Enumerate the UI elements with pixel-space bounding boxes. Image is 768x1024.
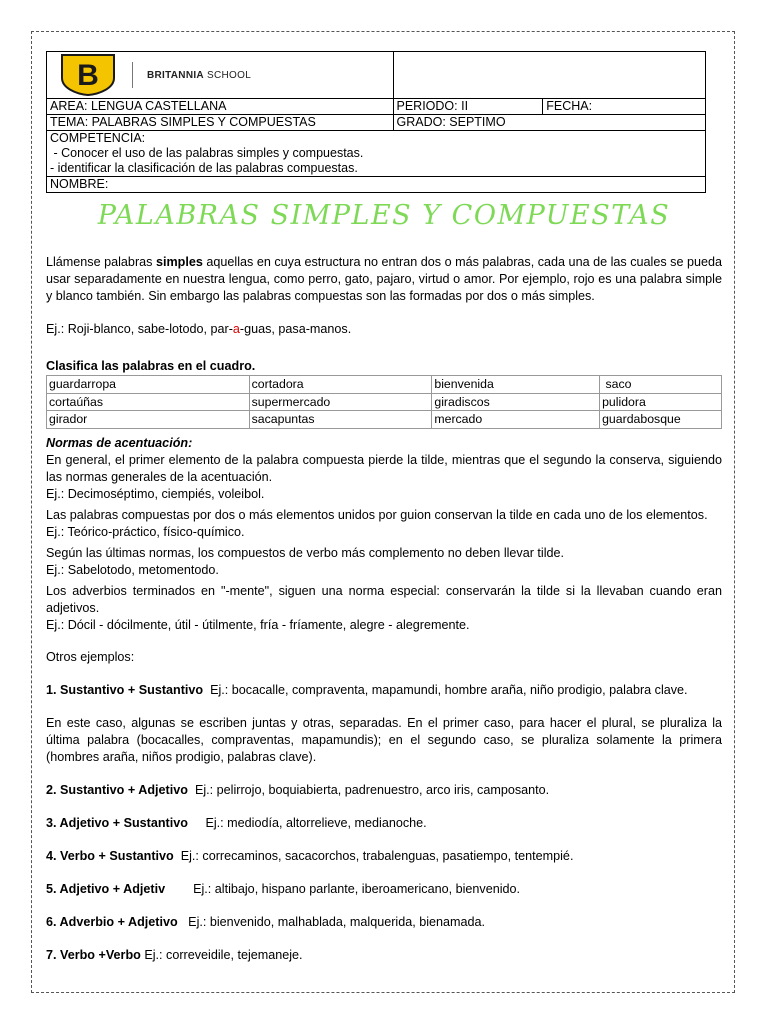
norm-example-4: Ej.: Dócil - dócilmente, útil - útilmente, fría - fríamente, alegre - alegremente.	[46, 617, 470, 632]
category-2: 2. Sustantivo + Adjetivo Ej.: pelirrojo, boquiabierta, padrenuestro, arco iris, camposanto.	[46, 782, 550, 797]
table-cell: saco	[600, 376, 722, 394]
table-row	[47, 393, 722, 411]
norm-example-1: Ej.: Decimoséptimo, ciempiés, voleibol.	[46, 486, 265, 501]
table-cell: cortadora	[249, 376, 432, 394]
norm-example-3: Ej.: Sabelotodo, metomentodo.	[46, 562, 219, 577]
table-cell: girador	[47, 411, 250, 429]
norm-text-2: Las palabras compuestas por dos o más elementos unidos por guion conservan la tilde en cada uno de los elementos.	[46, 507, 708, 522]
table-cell: bienvenida	[432, 376, 600, 394]
table-cell: giradiscos	[432, 393, 600, 411]
intro-paragraph: Llámense palabras simples aquellas en cuya estructura no entran dos o más palabras, cada una de las cuales se pueda usar separadamente en nuestra lengua, como perro, gato, pajaro, virtud o amor. Por ejemplo, rojo es una palabra simple y blanco también. Sin embargo las palabras compuestas son las formadas por dos o más simples.	[46, 255, 723, 303]
periodo-cell: PERIODO: II	[393, 99, 543, 115]
table-cell: mercado	[432, 411, 600, 429]
logo-divider	[132, 62, 133, 88]
logo-letter: B	[77, 59, 99, 92]
tema-cell: TEMA: PALABRAS SIMPLES Y COMPUESTAS	[47, 115, 394, 131]
table-cell: sacapuntas	[249, 411, 432, 429]
header-blank-cell	[393, 52, 706, 99]
classify-table	[46, 375, 722, 429]
competencia-cell	[47, 131, 706, 177]
norm-text-4: Los adverbios terminados en "-mente", siguen una norma especial: conservarán la tilde si la llevaban cuando eran adjetivos.	[46, 583, 722, 615]
school-shield-logo	[60, 54, 116, 96]
table-cell: pulidora	[600, 393, 722, 411]
table-cell: guardabosque	[600, 411, 722, 429]
intro-example: Ej.: Roji-blanco, sabe-lotodo, par-a-guas, pasa-manos.	[46, 322, 352, 336]
norm-text-1: En general, el primer elemento de la palabra compuesta pierde la tilde, mientras que el segundo la conserva, siguiendo las normas generales de la acentuación.	[46, 452, 722, 484]
page-title: PALABRAS SIMPLES Y COMPUESTAS	[97, 200, 671, 231]
content	[46, 254, 722, 964]
table-cell: cortaúñas	[47, 393, 250, 411]
competencia-label: COMPETENCIA:	[50, 131, 146, 145]
category-3: 3. Adjetivo + Sustantivo Ej.: mediodía, altorrelieve, medianoche.	[46, 815, 427, 830]
table-row	[47, 411, 722, 429]
area-cell: AREA: LENGUA CASTELLANA	[47, 99, 394, 115]
table-row	[47, 376, 722, 394]
school-name: BRITANNIA SCHOOL	[147, 69, 252, 81]
grado-cell: GRADO: SEPTIMO	[393, 115, 706, 131]
others-title: Otros ejemplos:	[46, 649, 135, 664]
norm-example-2: Ej.: Teórico-práctico, físico-químico.	[46, 524, 245, 539]
category-4: 4. Verbo + Sustantivo Ej.: correcaminos, sacacorchos, trabalenguas, pasatiempo, tentempié.	[46, 848, 574, 863]
norm-text-3: Según las últimas normas, los compuestos de verbo más complemento no deben llevar tilde.	[46, 545, 565, 560]
fecha-cell: FECHA:	[543, 99, 706, 115]
nombre-cell: NOMBRE:	[47, 177, 706, 193]
header-table	[46, 51, 706, 193]
competencia-item-1: - Conocer el uso de las palabras simples y compuestas.	[50, 146, 364, 160]
table-cell: guardarropa	[47, 376, 250, 394]
classify-title: Clasifica las palabras en el cuadro.	[46, 359, 256, 373]
norms-title: Normas de acentuación:	[46, 435, 193, 450]
logo-cell	[47, 52, 394, 99]
category-6: 6. Adverbio + Adjetivo Ej.: bienvenido, malhablada, malquerida, bienamada.	[46, 914, 486, 929]
category-5: 5. Adjetivo + Adjetiv Ej.: altibajo, hispano parlante, iberoamericano, bienvenido.	[46, 881, 521, 896]
table-cell: supermercado	[249, 393, 432, 411]
category-1-note: En este caso, algunas se escriben juntas y otras, separadas. En el primer caso, para hacer el plural, se pluraliza la última palabra (bocacalles, compraventas, mapamundis); en el segundo caso, se pluraliza solamente la primera (hombres araña, niños prodigio, palabras clave).	[46, 715, 722, 764]
competencia-item-2: - identificar la clasificación de las palabras compuestas.	[50, 161, 358, 175]
category-1: 1. Sustantivo + Sustantivo Ej.: bocacalle, compraventa, mapamundi, hombre araña, niño prodigio, palabra clave.	[46, 682, 688, 697]
category-7: 7. Verbo +Verbo Ej.: correveidile, tejemaneje.	[46, 947, 303, 962]
